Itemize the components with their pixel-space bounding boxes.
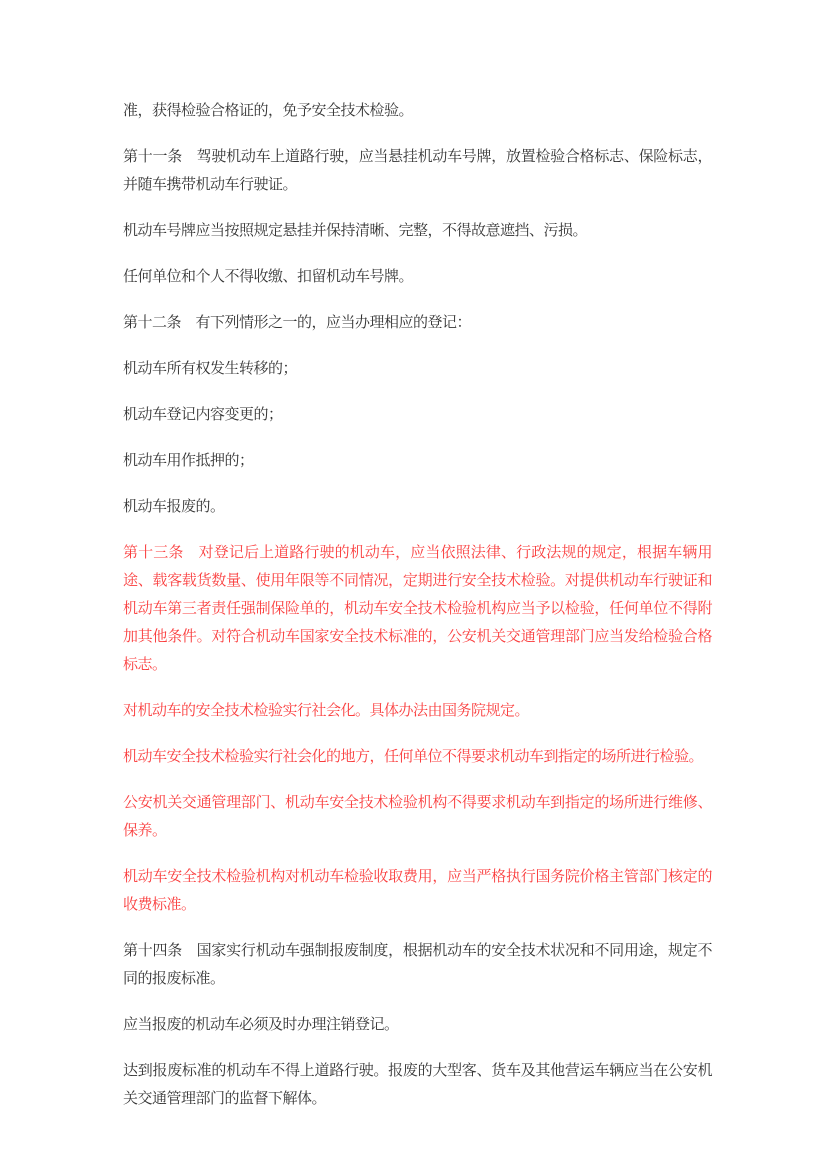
paragraph: 第十二条 有下列情形之一的，应当办理相应的登记： bbox=[123, 313, 472, 331]
paragraph: 第十一条 驾驶机动车上道路行驶，应当悬挂机动车号牌，放置检验合格标志、保险标志，并随车携带机动车行驶证。 bbox=[123, 147, 712, 193]
paragraph: 对机动车的安全技术检验实行社会化。具体办法由国务院规定。 bbox=[123, 701, 530, 719]
paragraph: 达到报废标准的机动车不得上道路行驶。报废的大型客、货车及其他营运车辆应当在公安机关交通管理部门的监督下解体。 bbox=[123, 1061, 712, 1107]
paragraph: 机动车安全技术检验机构对机动车检验收取费用，应当严格执行国务院价格主管部门核定的收费标准。 bbox=[123, 867, 712, 913]
paragraph: 准，获得检验合格证的，免予安全技术检验。 bbox=[123, 101, 414, 119]
paragraph: 第十四条 国家实行机动车强制报废制度，根据机动车的安全技术状况和不同用途，规定不同的报废标准。 bbox=[123, 941, 712, 987]
paragraph: 机动车登记内容变更的； bbox=[123, 405, 283, 423]
paragraph: 第十三条 对登记后上道路行驶的机动车，应当依照法律、行政法规的规定，根据车辆用途、载客载货数量、使用年限等不同情况，定期进行安全技术检验。对提供机动车行驶证和机动车第三者责任强制保险单的，机动车安全技术检验机构应当予以检验，任何单位不得附加其他条件。对符合机动车国家安全技术标准的，公安机关交通管理部门应当发给检验合格标志。 bbox=[123, 543, 712, 673]
paragraph: 机动车用作抵押的； bbox=[123, 451, 254, 469]
paragraph: 机动车报废的。 bbox=[123, 497, 225, 515]
paragraph: 机动车所有权发生转移的； bbox=[123, 359, 298, 377]
document-body bbox=[123, 96, 712, 1112]
paragraph: 机动车安全技术检验实行社会化的地方，任何单位不得要求机动车到指定的场所进行检验。 bbox=[123, 747, 704, 765]
paragraph: 公安机关交通管理部门、机动车安全技术检验机构不得要求机动车到指定的场所进行维修、保养。 bbox=[123, 793, 712, 839]
paragraph: 任何单位和个人不得收缴、扣留机动车号牌。 bbox=[123, 267, 414, 285]
paragraph: 应当报废的机动车必须及时办理注销登记。 bbox=[123, 1015, 399, 1033]
paragraph: 机动车号牌应当按照规定悬挂并保持清晰、完整，不得故意遮挡、污损。 bbox=[123, 221, 588, 239]
